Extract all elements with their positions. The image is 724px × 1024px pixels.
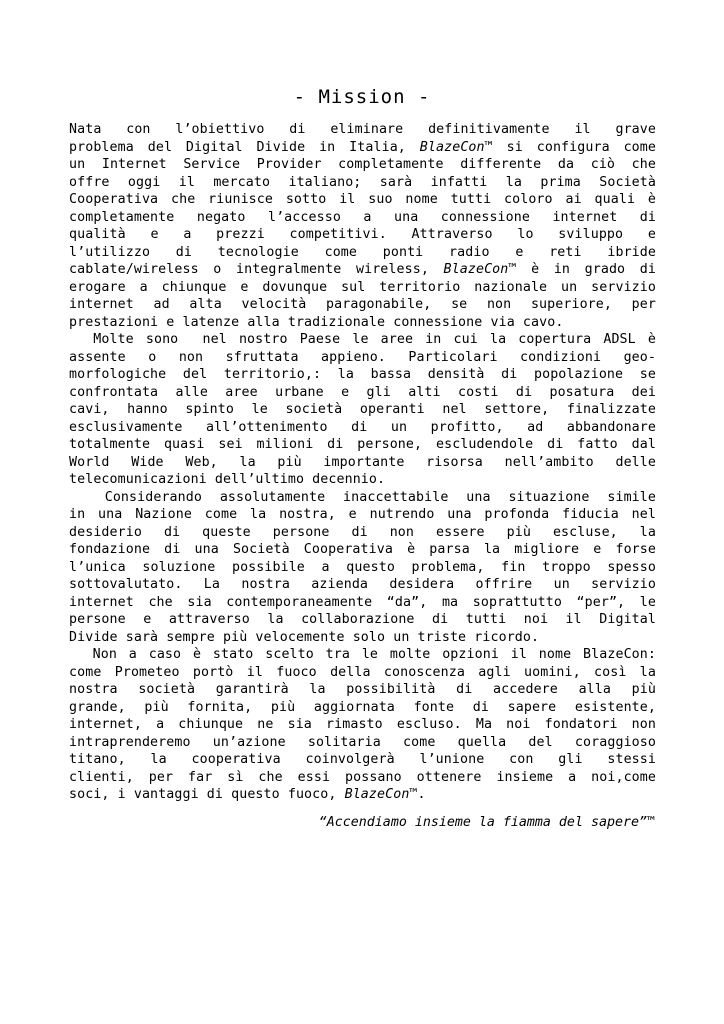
paragraph-3 <box>69 489 656 647</box>
text-line: prestazioni e latenze alla tradizionale connessione via cavo. <box>69 314 564 330</box>
text-line: problema del Digital Divide in Italia, BlazeCon™ si configura come <box>69 139 656 155</box>
paragraph-2 <box>69 331 656 489</box>
page-title: - Mission - <box>293 86 431 108</box>
text-line: clienti, per far sì che essi possano ottenere insieme a noi,come <box>69 769 656 785</box>
text-line: Molte sono nel nostro Paese le aree in cui la copertura ADSL è <box>69 332 656 347</box>
text-line: titano, la cooperativa coinvolgerà l’unione con gli stessi <box>69 752 656 767</box>
mission-body <box>69 121 656 804</box>
text-line: in una Nazione come la nostra, e nutrendo una profonda fiducia nel <box>69 507 656 522</box>
text-line: Nata con l’obiettivo di eliminare definitivamente il grave <box>69 122 656 137</box>
text-line: cablate/wireless o integralmente wireless, BlazeCon™ è in grado di <box>69 262 656 277</box>
text-line: erogare a chiunque e dovunque sul territorio nazionale un servizio <box>69 279 656 295</box>
text-line: come Prometeo portò il fuoco della conoscenza agli uomini, così la <box>69 664 656 680</box>
text-line: World Wide Web, la più importante risorsa nell’ambito delle <box>69 454 656 470</box>
text-line: sottovalutato. La nostra azienda desidera offrire un servizio <box>69 577 656 592</box>
text-line: esclusivamente all’ottenimento di un profitto, ad abbandonare <box>69 419 656 435</box>
text-line: qualità e a prezzi competitivi. Attraverso lo sviluppo e <box>69 227 656 242</box>
text-line: internet, a chiunque ne sia rimasto escluso. Ma noi fondatori non <box>69 717 656 732</box>
text-line: nostra società garantirà la possibilità di accedere alla più <box>69 682 656 697</box>
text-line: offre oggi il mercato italiano; sarà infatti la prima Società <box>69 174 656 190</box>
text-line: l’utilizzo di tecnologie come ponti radio e reti ibride <box>69 244 656 260</box>
text-line: Non a caso è stato scelto tra le molte opzioni il nome BlazeCon: <box>69 647 656 662</box>
text-line: soci, i vantaggi di questo fuoco, BlazeCon™. <box>69 787 426 802</box>
text-line: Divide sarà sempre più velocemente solo un triste ricordo. <box>69 629 540 645</box>
text-line: totalmente quasi sei milioni di persone, escludendole di fatto dal <box>69 437 656 452</box>
text-line: internet ad alta velocità paragonabile, se non superiore, per <box>69 297 656 312</box>
paragraph-4 <box>69 646 656 804</box>
text-line: morfologiche del territorio,: la bassa densità di popolazione se <box>69 367 656 382</box>
paragraph-1 <box>69 121 656 331</box>
text-line: cavi, hanno spinto le società operanti nel settore, finalizzate <box>69 402 656 417</box>
brand-name: BlazeCon™ <box>419 139 493 155</box>
text-line: Considerando assolutamente inaccettabile una situazione simile <box>69 489 656 505</box>
brand-name: BlazeCon™ <box>443 262 517 277</box>
text-line: completamente negato l’accesso a una connessione internet di <box>69 209 656 225</box>
text-line: Cooperativa che riunisce sotto il suo nome tutti coloro ai quali è <box>69 192 656 207</box>
text-line: intraprenderemo un’azione solitaria come quella del coraggioso <box>69 734 656 750</box>
text-line: assente o non sfruttata appieno. Particolari condizioni geo- <box>69 349 656 365</box>
text-line: l’unica soluzione possibile a questo problema, fin troppo spesso <box>69 559 656 575</box>
brand-name: BlazeCon™ <box>344 787 418 802</box>
closing-quote: “Accendiamo insieme la fiamma del sapere”™ <box>318 815 655 830</box>
text-line: confrontata alle aree urbane e gli alti costi di posatura dei <box>69 384 656 400</box>
text-line: un Internet Service Provider completamente differente da ciò che <box>69 157 656 172</box>
text-line: internet che sia contemporaneamente “da”, ma soprattutto “per”, le <box>69 594 656 610</box>
text-line: grande, più fornita, più aggiornata fonte di sapere esistente, <box>69 699 656 715</box>
text-line: telecomunicazioni dell’ultimo decennio. <box>69 472 386 487</box>
text-line: desiderio di queste persone di non essere più escluse, la <box>69 524 656 540</box>
text-line: persone e attraverso la collaborazione di tutti noi il Digital <box>69 612 656 627</box>
text-line: fondazione di una Società Cooperativa è parsa la migliore e forse <box>69 542 656 557</box>
